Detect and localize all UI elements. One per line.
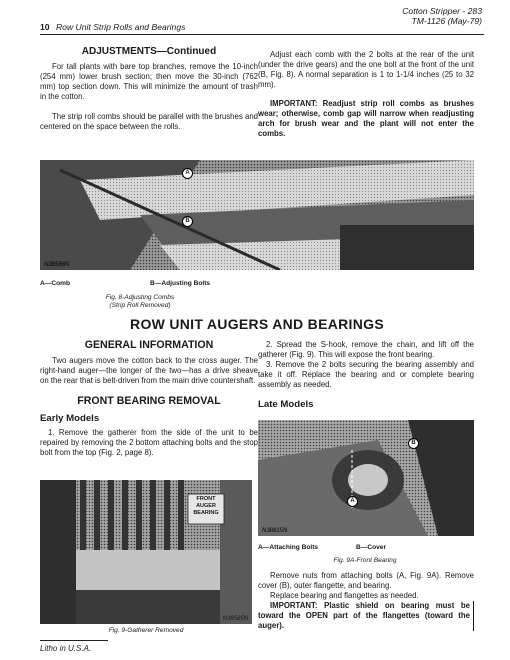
adjustments-para-2: The strip roll combs should be parallel with the brushes and centered on the space between the rolls. [40, 112, 258, 131]
right-bottom-section [258, 571, 474, 631]
late-models-heading: Late Models [258, 399, 314, 410]
right-mid-section [258, 340, 474, 410]
fig9-code: N38585N [222, 616, 248, 622]
manual-title: Cotton Stripper - 283 [402, 6, 482, 16]
adjustments-heading: ADJUSTMENTS—Continued [81, 46, 217, 57]
litho-note: Litho in U.S.A. [40, 644, 92, 653]
important-shield: IMPORTANT: Plastic shield on bearing must be toward the OPEN part of the flangettes (toward the auger). [258, 601, 474, 631]
fig9a-label-a: A—Attaching Bolts [258, 544, 319, 551]
fig8-caption-line-2: (Strip Roll Removed) [109, 302, 171, 309]
fig8-callout-b: B [182, 216, 193, 227]
fig9a-photo [258, 420, 474, 536]
fig8-caption-line-1: Fig. 8-Adjusting Combs [105, 294, 175, 301]
adjustments-section [40, 46, 258, 132]
main-heading: ROW UNIT AUGERS AND BEARINGS [130, 316, 384, 332]
fig9a-caption: Fig. 9A-Front Bearing [333, 557, 397, 564]
general-para: Two augers move the cotton back to the cross auger. The right-hand auger—the longer of the two—has a drive sheave on the rear that is belt-driven from the main drive countershaft. [40, 356, 258, 385]
fig9-sign: FRONT AUGER BEARING [193, 496, 219, 516]
running-header-left [40, 22, 185, 32]
replace-bearing-para: Replace bearing and flangettes as needed. [270, 591, 419, 600]
step-1: 1. Remove the gatherer from the side of the unit to be repaired by removing the 2 bottom attaching bolts and the stop bolt from the top (Fig. 2, page 8). [40, 428, 258, 457]
footer-rule [40, 640, 108, 641]
fig9a-code: N38815N [262, 528, 288, 534]
fig8-code: N38588N [44, 262, 70, 268]
fig9a-callout-a: A [347, 496, 358, 507]
fig8-callout-a: A [182, 168, 193, 179]
step-3: 3. Remove the 2 bolts securing the bearing assembly and take it off. Replace the bearing and or complete bearing assembly as needed. [258, 360, 474, 389]
header-rule [40, 34, 484, 35]
fig9-photo [40, 480, 252, 624]
remove-nuts-para: Remove nuts from attaching bolts (A, Fig. 9A). Remove cover (B), outer flangette, and bearing. [258, 571, 474, 590]
fig8-label-b: B—Adjusting Bolts [150, 280, 211, 287]
section-title: Row Unit Strip Rolls and Bearings [55, 22, 186, 32]
right-top-section [258, 50, 474, 139]
step-2: 2. Spread the S-hook, remove the chain, and lift off the gatherer (Fig. 9). This will expose the front bearing. [258, 340, 474, 359]
comb-adjust-para: Adjust each comb with the 2 bolts at the rear of the unit (under the drive gears) and the one bolt at the front of the unit (B, Fig. 8). A normal separation is 1 to 1-1/4 inches (25 to 32 mm). [258, 50, 474, 89]
page-number: 10 [40, 22, 50, 32]
important-combs: IMPORTANT: Readjust strip roll combs as brushes wear; otherwise, comb gap will narrow when readjusting arch for brush wear and the plant will not enter the combs. [258, 99, 474, 138]
adjustments-para-1: For tall plants with bare top branches, remove the 10-inch (254 mm) lower brush section; then move the 30-inch (762 mm) top section down. This will minimize the amount of trash in the cotton. [40, 62, 258, 101]
fig9-caption: Fig. 9-Gatherer Removed [108, 627, 184, 634]
general-section [40, 339, 258, 458]
early-models-heading: Early Models [40, 413, 100, 424]
front-bearing-heading: FRONT BEARING REMOVAL [77, 395, 221, 407]
fig9a-label-b: B—Cover [356, 544, 387, 551]
fig9a-callout-b: B [408, 438, 419, 449]
fig8-label-a: A—Comb [40, 280, 71, 287]
running-header-right [402, 6, 482, 26]
manual-number: TM-1126 (May-79) [411, 16, 482, 26]
fig8-caption [40, 294, 240, 310]
general-heading: GENERAL INFORMATION [84, 339, 214, 351]
fig8-photo [40, 160, 474, 270]
